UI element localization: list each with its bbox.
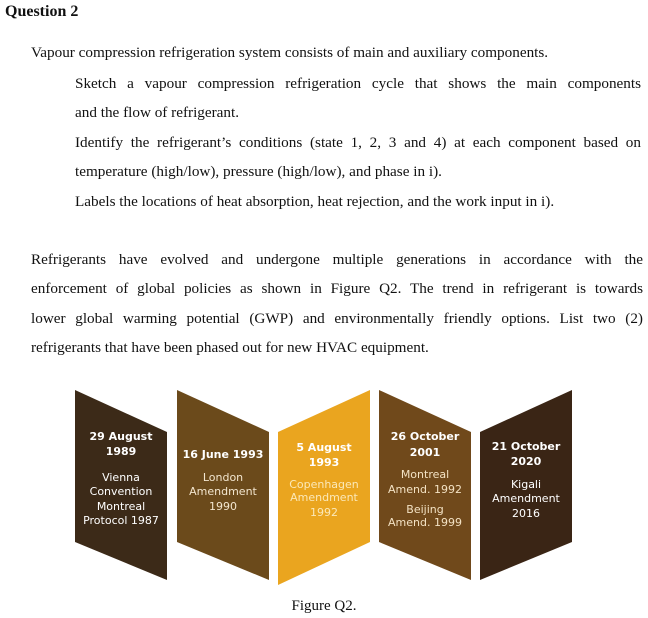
timeline-panel-text: Amend. 1992 (388, 483, 462, 496)
timeline-panel-date: 29 August (89, 430, 153, 443)
timeline-panel (278, 390, 370, 585)
part-ii-line: enforcement of global policies as shown in Figure Q2. The trend in refrigerant is towards (31, 280, 643, 297)
timeline-panel-text: Amendment (492, 492, 560, 505)
timeline-panel-date: 2001 (409, 446, 441, 459)
timeline-panel-text: London (202, 471, 244, 484)
timeline-panel-text: Beijing (406, 503, 444, 516)
timeline-panel-text: Montreal (96, 500, 146, 513)
refrigerant-timeline-figure (0, 380, 648, 590)
part-i-item-line: Identify the refrigerant’s conditions (state 1, 2, 3 and 4) at each component based on (75, 134, 641, 151)
part-ii-line: Refrigerants have evolved and undergone multiple generations in accordance with the (31, 251, 643, 268)
timeline-panel-date: 2020 (510, 455, 542, 468)
question-title: Question 2 (5, 3, 79, 20)
timeline-panel-date: 1993 (308, 456, 340, 469)
part-i-item-line: Labels the locations of heat absorption, heat rejection, and the work input in i). (75, 193, 555, 210)
part-ii-line: lower global warming potential (GWP) and environmentally friendly options. List two (2) (31, 310, 643, 327)
timeline-panel-date: 5 August (296, 441, 352, 454)
timeline-panel-date: 21 October (491, 440, 561, 453)
timeline-panel (379, 390, 471, 580)
timeline-panel-text: Protocol 1987 (83, 514, 159, 527)
timeline-panel-date: 1989 (105, 445, 137, 458)
timeline-panel-text: Vienna (102, 471, 140, 484)
timeline-panel-text: Convention (89, 485, 153, 498)
part-i-item-line: Sketch a vapour compression refrigeration cycle that shows the main components (75, 75, 641, 92)
timeline-panel-text: Kigali (510, 478, 542, 491)
timeline-panel-text: Amendment (189, 485, 257, 498)
timeline-panel-text: Copenhagen (289, 478, 359, 491)
timeline-panel (177, 390, 269, 580)
part-ii-line: refrigerants that have been phased out for new HVAC equipment. (31, 339, 429, 356)
timeline-panel-text: Amendment (290, 491, 358, 504)
timeline-panel-date: 16 June 1993 (182, 448, 264, 461)
timeline-panel-date: 26 October (390, 430, 460, 443)
timeline-panel (480, 390, 572, 580)
figure-caption: Figure Q2. (291, 598, 357, 614)
part-i-intro: Vapour compression refrigeration system consists of main and auxiliary components. (31, 44, 549, 61)
part-i-item-line: temperature (high/low), pressure (high/low), and phase in i). (75, 163, 442, 180)
timeline-panel-text: 1990 (209, 500, 237, 513)
timeline-panel-text: 2016 (512, 507, 540, 520)
timeline-panel (75, 390, 167, 580)
part-i-item-line: and the flow of refrigerant. (75, 104, 240, 121)
timeline-panel-text: Montreal (400, 468, 450, 481)
timeline-panel-text: Amend. 1999 (388, 516, 462, 529)
timeline-panel-text: 1992 (310, 506, 338, 519)
